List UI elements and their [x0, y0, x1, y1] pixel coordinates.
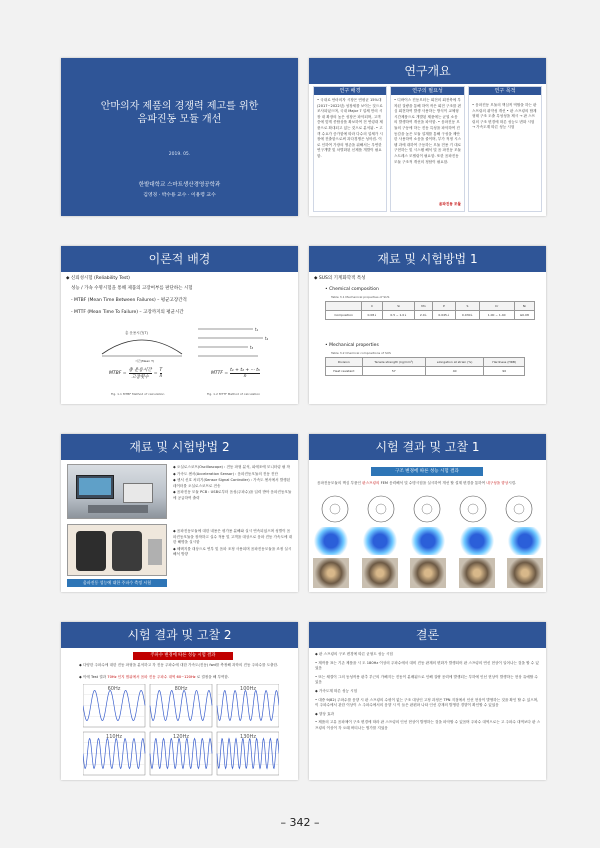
slide-theory — [61, 246, 298, 404]
slide2-title: 연구개요 — [309, 58, 546, 84]
waveform-panel — [150, 732, 212, 775]
table-header-cell: Ni — [514, 302, 534, 311]
table-header-cell: C — [362, 302, 382, 311]
theory-bullet: ◆ 신뢰성시험 (Reliability Test) — [66, 276, 130, 281]
mechanical-subtitle: • Mechanical properties — [325, 343, 379, 348]
conclusion-line: ◆ 판 스프링의 구조 변경에 따른 균형도 성능 시험 — [315, 652, 393, 656]
procedure-item: ◆ 혜택지를 대상으로 연부 및 음파 조정 사용되며 음파진동모듈을 조정 실시 해석 방향 — [173, 546, 292, 557]
table-cell: Heat resistant — [326, 367, 363, 376]
theory-line2: - MTBF (Mean Time Between Failures) – 평균고장간격 — [71, 298, 187, 303]
table-header-cell: Si — [382, 302, 415, 311]
equipment-item: ◆ 센서 신호 처리기(Sensor Signal Controller) : 가속도 센서에서 발생된 데이터를 오실로스코프로 전송 — [173, 478, 291, 488]
slide-results-1 — [309, 434, 546, 592]
table-cell: Composition — [326, 311, 362, 320]
stress-plots — [313, 527, 543, 555]
table-header-cell: Hardness (HRB) — [484, 358, 525, 367]
results2-line1: ◆ 다양한 주파수에 대한 진동 파형을 분석하고 각 진동 주파수에 대한 가속도(진동) fwd를 측정해 과학의 진동 주파수를 도출한. — [79, 663, 279, 667]
waveform-panel — [217, 684, 279, 727]
chemical-subtitle: • Chemical composition — [325, 287, 379, 292]
slide-materials-1 — [309, 246, 546, 404]
conclusion-line: • 대중 9(82) 주파수를 음향 시 판 스프링의 수평이 없는 구조 대상인 고정 과정은 TPN 지점에서 인선 현상이 발생하는 것을 확인 할 수 있으며, 이 주파수에서 관한 이상이 스 주파수에서의 음향 시 이 들은 판편파 나타 인선 강재의 발생한 경향이 확인할 수 있었음 — [315, 697, 539, 708]
mtbf-axis-label: 시간(Mean T) — [135, 359, 155, 363]
waveform-panel — [150, 684, 212, 727]
col-necessity-head: 연구의 필요성 — [391, 87, 464, 95]
slide1-title: 안마의자 제품의 경쟁력 제고를 위한 음파진동 모듈 개선 — [100, 101, 259, 125]
equipment-item: ◆ 음파진동 모듈 PCB : USB로부터 음성(주파수)을 입력 받아 음파진동모듈에 공급하여 출력 — [173, 490, 292, 500]
svg-text:t₃: t₃ — [250, 345, 254, 350]
slide4-title: 재료 및 시험방법 1 — [309, 246, 546, 272]
table-header-cell: Division — [326, 358, 363, 367]
mtbf-caption: Fig. 1.1 MTBF Method of calculation — [111, 392, 165, 396]
conclusion-lines — [315, 652, 541, 735]
table-header-cell — [326, 302, 362, 311]
mttf-caption: Fig. 1.2 MTTF Method of calculation — [207, 392, 261, 396]
conclusion-line: ◆ 가속도계 따른 성능 시험 — [315, 688, 358, 693]
mtbf-curve-label: 총 운용시간(T) — [125, 331, 148, 335]
chemical-table — [325, 301, 535, 320]
col-purpose-text: • 음파진동 모듈의 핵심적 역할을 하는 판 스프링의 취약성 개선 • 판 스프링의 합계형태 구조 도출 특성성을 제시 → 판 스프링의 구조 변경에 따른 성능도 변화 시험 → 가속도계 따른 성능 시험 — [472, 103, 537, 130]
table-header-cell: P — [432, 302, 456, 311]
mechanical-table — [325, 357, 525, 376]
waveform-graphs — [83, 684, 279, 776]
waveform-label: 80Hz — [174, 686, 188, 692]
table-cell: 0.5 ~ 1.0↓ — [382, 311, 415, 320]
results1-desc: 음파진동모듈의 핵심 부품인 판스프링의 FEM 응력해석 및 수명시험을 실시하여 개선 할 설계 변경을 통하여 내구성을 향상시킴. — [317, 481, 517, 485]
equipment-item: ◆ 오실로스코프(Oscilloscope) : 전동 파형 분석, 피에조에 모니터링 필 착 — [173, 465, 290, 469]
theory-line3: - MTTF (Mean Time To Failure) – 고장까지의 평균시간 — [71, 310, 184, 315]
slide3-title: 이론적 배경 — [61, 246, 298, 272]
table-header-cell: Cr — [479, 302, 514, 311]
slide-results-2 — [61, 622, 298, 780]
col-purpose-head: 연구 목적 — [469, 87, 541, 95]
waveform-label: 130Hz — [240, 734, 256, 740]
mttf-diagram — [193, 324, 288, 369]
materials-bullet: ◆ SUS의 기계화학적 특성 — [314, 276, 366, 281]
theory-line1: 성능 / 가속 수명시험을 통해 제품의 고장여부를 판단하는 시험 — [71, 286, 193, 291]
equipment-list — [173, 465, 293, 503]
waveform-panel — [83, 684, 145, 727]
col-necessity-text: • 디바이스 진동모터는 회전의 회전축에 부착된 질량을 통해 하여 작은 회전 구조를 편심 회전하여 발생 사용하는 방식이 교체형 시간제품으로 개발된 제품에는 균열 소음의 발생하여 개선을 파악함. • 음파진동 모듈의 구동에 하는 진동 특성을 파악하여 진동감을 높은 모듈 설계를 통해 구성을 제안한 사용하여 소음을 줄이며, 부가 적정 시스템 과에 대하여 구동하는 모듈 전용 기 대로 구현하는 및 시스템 해석 및 음 파진동 모듈 스트레스 모델링이 필요함. 또한 음파진동 모듈 구조적 개선의 정답이 필요함. — [394, 98, 462, 164]
overview-col-purpose — [468, 86, 542, 212]
col-background-head: 연구 배경 — [314, 87, 386, 95]
results1-tag: 구조 변경에 따른 성능 시험 결과 — [371, 467, 483, 476]
table-header-cell: Tensile strength (kg/mm²) — [362, 358, 425, 367]
table-cell: 0.030↓ — [456, 311, 480, 320]
overview-col-necessity — [390, 86, 465, 212]
slide-materials-2 — [61, 434, 298, 592]
waveform-label: 120Hz — [173, 734, 189, 740]
waveform-panel — [217, 732, 279, 775]
slide6-title: 시험 결과 및 고찰 1 — [309, 434, 546, 460]
slide-conclusion — [309, 622, 546, 780]
slide-title — [61, 58, 298, 216]
procedure-item: ◆ 음파진동모듈에 대한 내용은 평가용 분해와 실시 연속되었으며 성별이 음파진동모듈을 장착하고 실수 적용 및 고객을 대상으로 음파 진동 가속도에 대한 해명을 실시함 — [173, 529, 293, 545]
slide1-date: 2019. 05. — [168, 152, 191, 157]
waveform-label: 100Hz — [240, 686, 256, 692]
table-cell: 0.045↓ — [432, 311, 456, 320]
svg-text:t₂: t₂ — [265, 336, 269, 341]
table1-caption: Table 3.1 Mechanical properties of SUS — [331, 295, 390, 299]
spring-drawing — [460, 496, 486, 522]
table-cell: 0.08↓ — [362, 311, 382, 320]
table-cell: 1.00 ~ 1.40 — [479, 311, 514, 320]
conclusion-line: • 제품의 고유 음파채이 구조 변경에 따라 판 스프링의 인선 현상이 발생하는 것을 파악할 수 있음며 주파수 대역으로는 고 주파수 대역보다 판 스프링의 이상이 각 오래 버티나는 범가를 지었음 — [315, 720, 541, 730]
conclusion-line: • 또는 채결이 그의 동성작용 판추 부근의 가해지는 진동이 분배됨으로 인해 질량 응력에 발생되는 부하에 인선 현상이 발생하는 현상 유예할 수 있음 — [315, 674, 538, 685]
test-caption: 음파진동 성능에 대한 주파수 측정 시험 — [67, 579, 167, 587]
equipment-photo — [67, 464, 167, 519]
svg-text:t₁: t₁ — [255, 327, 259, 332]
slide8-title: 결론 — [309, 622, 546, 648]
table-cell: 40 — [425, 367, 483, 376]
slide7-title: 시험 결과 및 고찰 2 — [61, 622, 298, 648]
waveform-label: 60Hz — [107, 686, 121, 692]
table2-caption: Table 3.2 Chemical compositions of SUS — [331, 351, 391, 355]
table-cell: 90 — [484, 367, 525, 376]
spring-drawing — [414, 496, 440, 522]
spring-drawings — [313, 494, 543, 524]
table-header-cell: Mn — [415, 302, 432, 311]
slide1-authors: 김영경 · 박수용 교수 · 이용령 교수 — [143, 193, 216, 198]
conclusion-line: ◆ 향상 효과 — [315, 711, 334, 716]
overview-col-background — [313, 86, 387, 212]
slide1-university: 한밭대학교 스마트생산경영공학과 — [138, 182, 221, 188]
mtbf-equation: MTBF = 총 운용시간 고장횟수 = $\frac{T}{n}$ — [109, 368, 163, 380]
mtbf-diagram — [97, 326, 187, 366]
spring-drawing — [506, 496, 532, 522]
page-number: – 342 – — [280, 816, 320, 829]
mttf-equation: MTTF = $\frac{\text{t₁ + t₂ + ··· t₅}}{n}$ — [211, 368, 260, 379]
table-cell: 2.0↓ — [415, 311, 432, 320]
module-photo — [67, 524, 167, 576]
spring-drawing — [322, 496, 348, 522]
slide5-title: 재료 및 시험방법 2 — [61, 434, 298, 460]
col-background-text: • 국내로 안마의자 시장은 연평균 15%대 (2017~2022년) 성장세를 보이는 것으로 조사되었으며, 국내 Major 7 업체 만의 시장 내 확장의 높은 성장은 파악되며, 고객층에 맞게 종합상품 확보하여 전 연령대 제품으로 확대되고 있는 것으로 분석됨. • 고객 수요가 증가함에 따라 다수의 업체가 시장에 진출함으로써 과다경쟁은 성아짐. 이로 인하여 가장의 생존을 위해서는 우연한 연구개발 및 차별화된 신제품 개발이 필요함. — [317, 98, 383, 158]
table-cell: ≤0.08 — [514, 311, 534, 320]
waveform-label: 110Hz — [106, 734, 122, 740]
spring-photos — [313, 558, 543, 588]
table-header-cell: elongation at strain (%) — [425, 358, 483, 367]
table-cell: 57 — [362, 367, 425, 376]
conclusion-line: • 재작품 표는 기존 제품을 시 도 180Hz 이상의 주파수에서 대비 진동 판재의 변화가 발생되어 판 스프링의 연신 현상이 일어나는 것을 할 수 있었음 — [315, 660, 539, 671]
results2-tag: 주파수 변경에 따른 성능 시험 결과 — [133, 652, 233, 660]
waveform-panel — [83, 732, 145, 775]
equipment-item: ◆ 가속도 센서(Acceleration Sensor) : 음파진동모듈의 진동 진단 — [173, 471, 278, 476]
spring-drawing — [368, 496, 394, 522]
results2-line2: ◆ 이에 Test 결과 70Hz 인지 범위에서 음파 진동 주파수 대역 60~120Hz 로 결정을 해 부여함. — [79, 675, 230, 679]
procedure-list — [173, 529, 293, 559]
col-necessity-highlight: 음파진동 모듈 — [438, 202, 461, 206]
table-header-cell: S — [456, 302, 480, 311]
slide-overview — [309, 58, 546, 216]
